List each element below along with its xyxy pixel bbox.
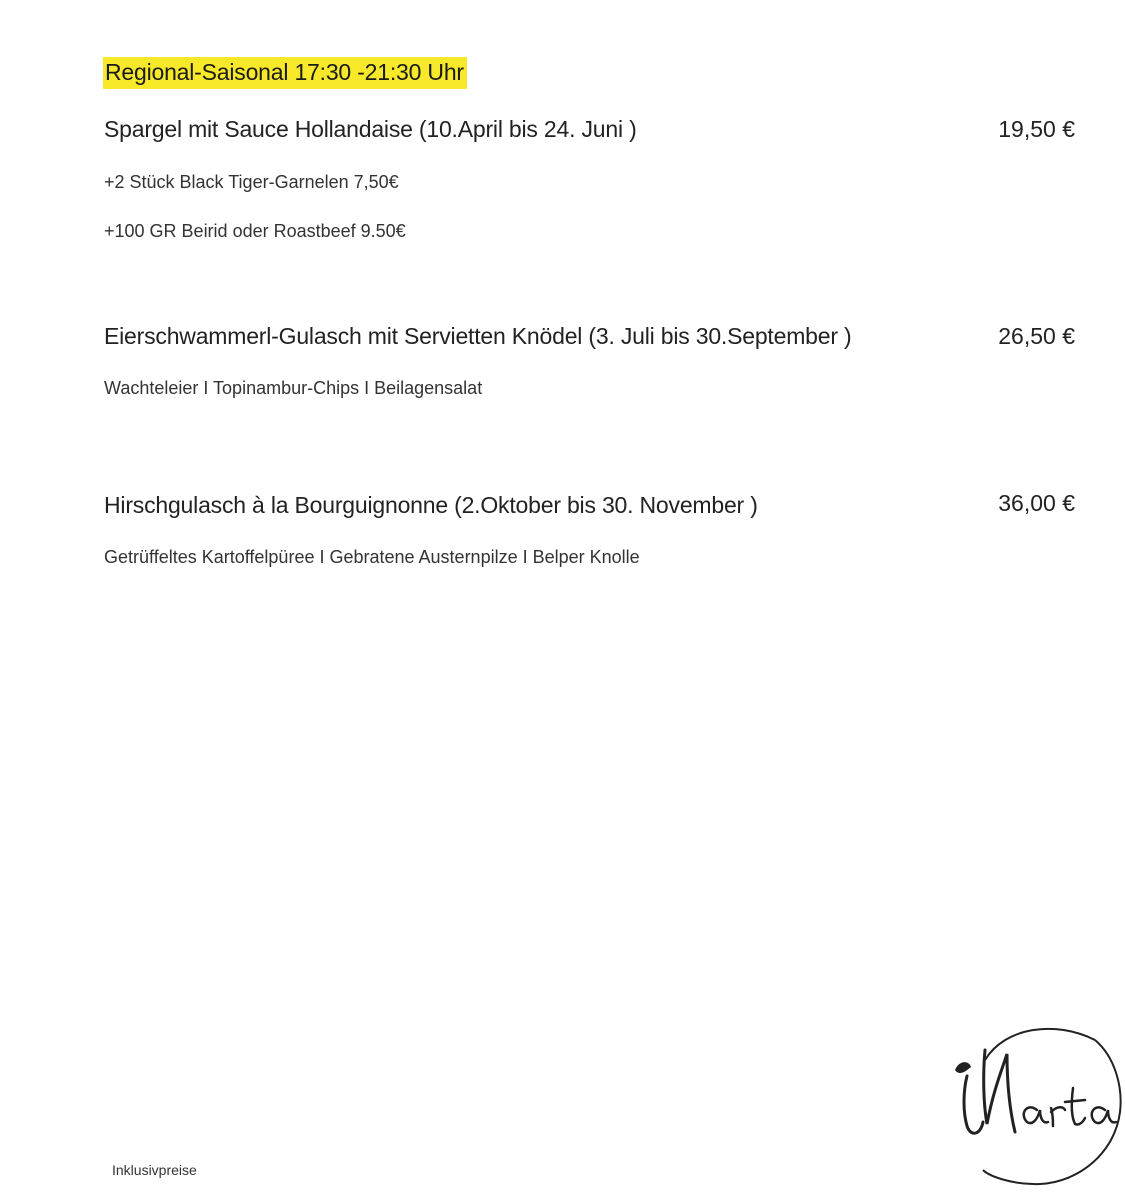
dish-title-spargel: Spargel mit Sauce Hollandaise (10.April bis 24. Juni ) [104,116,637,142]
dish-price-hirschgulasch: 36,00 € [998,490,1075,516]
dish-title-eierschwammerl: Eierschwammerl-Gulasch mit Servietten Knödel (3. Juli bis 30.September ) [104,323,852,349]
dish-title-hirschgulasch: Hirschgulasch à la Bourguignonne (2.Oktober bis 30. November ) [104,492,758,518]
dish-extra-beirid: +100 GR Beirid oder Roastbeef 9.50€ [104,221,406,241]
section-heading: Regional-Saisonal 17:30 -21:30 Uhr [103,57,467,89]
inclusive-prices-note: Inklusivpreise [112,1162,197,1178]
dish-extra-garnelen: +2 Stück Black Tiger-Garnelen 7,50€ [104,172,399,192]
dish-sides-hirschgulasch: Getrüffeltes Kartoffelpüree I Gebratene Austernpilze I Belper Knolle [104,547,640,567]
dish-price-eierschwammerl: 26,50 € [998,323,1075,349]
dish-sides-eierschwammerl: Wachteleier I Topinambur-Chips I Beilagensalat [104,378,483,398]
dish-price-spargel: 19,50 € [998,116,1075,142]
marta-signature-logo [945,1012,1125,1190]
